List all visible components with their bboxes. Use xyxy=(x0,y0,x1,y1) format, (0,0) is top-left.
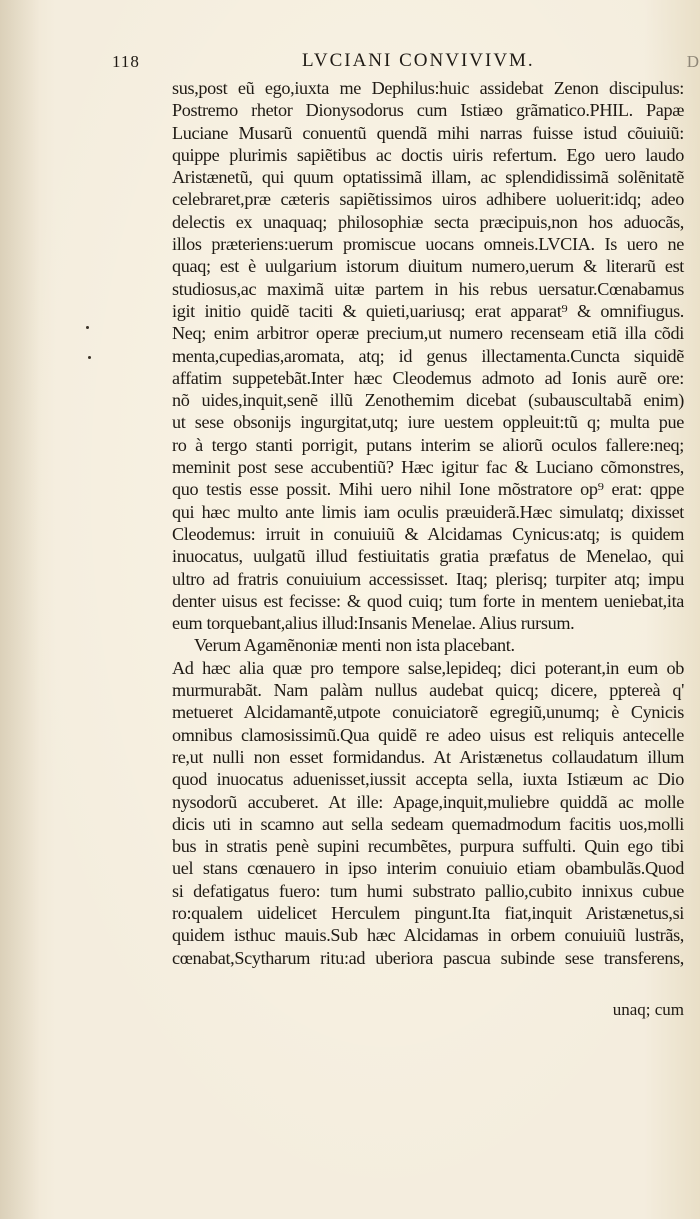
text-line: inuocatus, uulgatũ illud festiuitatis gratia præfatus de Menelao, qui xyxy=(172,546,684,567)
text-line: ro:qualem uidelicet Herculem pingunt.Ita fiat,inquit Aristænetus,si xyxy=(172,902,684,923)
text-line: Postremo rhetor Dionysodorus cum Istiæo grãmatico.PHIL. Papæ xyxy=(172,100,684,121)
text-line: nysodorũ accuberet. At ille: Apage,inquit,muliebre quiddã ac molle xyxy=(172,791,684,812)
text-line: studiosus,ac maximã uitæ partem in his rebus uersatur.Cœnabamus xyxy=(172,278,684,299)
running-head-fragment: D xyxy=(686,52,700,71)
text-line: Verum Agamẽnoniæ menti non ista placebant. xyxy=(194,635,515,656)
text-line: quaq; est è uulgarium istorum diuitum numero,uerum & literarũ est xyxy=(172,256,684,277)
text-line: meminit post sese accubentiũ? Hæc igitur fac & Luciano cõmonstres, xyxy=(172,457,684,478)
text-line: Cleodemus: irruit in conuiuiũ & Alcidamas Cynicus:atq; is quidem xyxy=(172,523,684,544)
text-line: ro à tergo stanti porrigit, putans interim se aliorũ oculos fallere:neq; xyxy=(172,434,684,455)
text-line: re,ut nulli non esset formidandus. At Aristænetus collaudatum illum xyxy=(172,746,684,767)
text-line: celebraret,præ cæteris sapiẽtissimos uiros adhibere uoluerit:idq; adeo xyxy=(172,189,684,210)
running-head: LVCIANI CONVIVIVM. xyxy=(302,50,535,71)
text-line: si defatigatus fuero: tum humi substrato pallio,cubito innixus cubue xyxy=(172,880,684,901)
text-line: quidem isthuc mauis.Sub hæc Alcidamas in orbem conuiuiũ lustrãs, xyxy=(172,925,684,946)
text-line: eum torquebant,alius illud:Insanis Menelae. Alius rursum. xyxy=(172,613,575,634)
text-line: quod inuocatus aduenisset,iussit accepta sella, iuxta Istiæum ac Dio xyxy=(172,769,684,790)
text-line: murmurabãt. Nam palàm nullus audebat quicq; dicere, pptereà q' xyxy=(172,680,684,701)
text-line: metueret Alcidamantẽ,utpote conuiciatorẽ egregiũ,unumq; è Cynicis xyxy=(172,702,684,723)
text-line: Aristænetũ, qui quum optatissimã illam, ac splendidissimã solẽnitatẽ xyxy=(172,167,684,188)
body-text xyxy=(172,77,684,969)
page-header xyxy=(112,48,700,76)
text-line: Luciane Musarũ conuentũ quendã mihi narras fuisse istud cõuiuiũ: xyxy=(172,122,684,143)
text-line: uel stans cœnauero in ipso interim conuiuio etiam obambulãs.Quod xyxy=(172,858,684,879)
text-line: Neq; enim arbitror operæ precium,ut numero recenseam etiã illa cõdi xyxy=(172,323,684,344)
catchword: unaq; cum xyxy=(612,1000,684,1019)
text-line: illos præteriens:uerum promiscue uocans omneis.LVCIA. Is uero ne xyxy=(172,234,684,255)
text-line: nõ uides,inquit,senẽ illũ Zenothemim dicebat (subauscultabã enim) xyxy=(172,390,684,411)
text-line: sus,post eũ ego,iuxta me Dephilus:huic assidebat Zenon discipulus: xyxy=(172,78,684,98)
page-gutter-shadow xyxy=(0,0,40,1219)
text-line: qui hæc multo ante limis iam oculis præuiderã.Hæc simulatq; dixisset xyxy=(172,501,684,522)
text-line: ultro ad fratris conuiuium accessisset. Itaq; plerisq; turpiter atq; impu xyxy=(172,568,684,589)
text-line: menta,cupedias,aromata, atq; id genus illectamenta.Cuncta siquidẽ xyxy=(172,345,684,366)
text-line: igit initio quidẽ taciti & quieti,uariusq; erat apparat⁹ & omnifiugus. xyxy=(172,300,684,321)
margin-marks xyxy=(84,326,94,366)
text-line: cœnabat,Scytharum ritu:ad uberiora pascua subinde sese transferens, xyxy=(172,947,684,968)
text-line: dicis uti in scamno aut sella sedeam quemadmodum facitis uos,molli xyxy=(172,813,684,834)
text-line: delectis ex unaquaq; philosophiæ secta præcipuis,non hos aduocãs, xyxy=(172,211,684,232)
text-line: ut sese obsonijs ingurgitat,utq; iure uestem oppleuit:tũ q; multa pue xyxy=(172,412,684,433)
text-line: bus in stratis penè supini recumbẽtes, purpura suffulti. Quin ego tibi xyxy=(172,836,684,857)
text-line: affatim suppetebãt.Inter hæc Cleodemus admoto ad Ionis aurẽ ore: xyxy=(172,367,684,388)
page-number: 118 xyxy=(112,52,140,71)
text-line: quo testis esse possit. Mihi uero nihil Ione mõstratore op⁹ erat: qppe xyxy=(172,479,684,500)
margin-dot xyxy=(86,326,89,329)
text-line: Ad hæc alia quæ pro tempore salse,lepideq; dici poterant,in eum ob xyxy=(172,657,684,678)
margin-dot xyxy=(88,356,91,359)
text-line: omnibus clamosissimũ.Qua quidẽ re adeo uisus est reliquis antecelle xyxy=(172,724,684,745)
text-line: quippe plurimis sapiẽtibus ac doctis uiris refertum. Ego uero laudo xyxy=(172,144,684,165)
text-line: denter uisus est fecisse: & quod cuiq; tum forte in mentem ueniebat,ita xyxy=(172,590,684,611)
